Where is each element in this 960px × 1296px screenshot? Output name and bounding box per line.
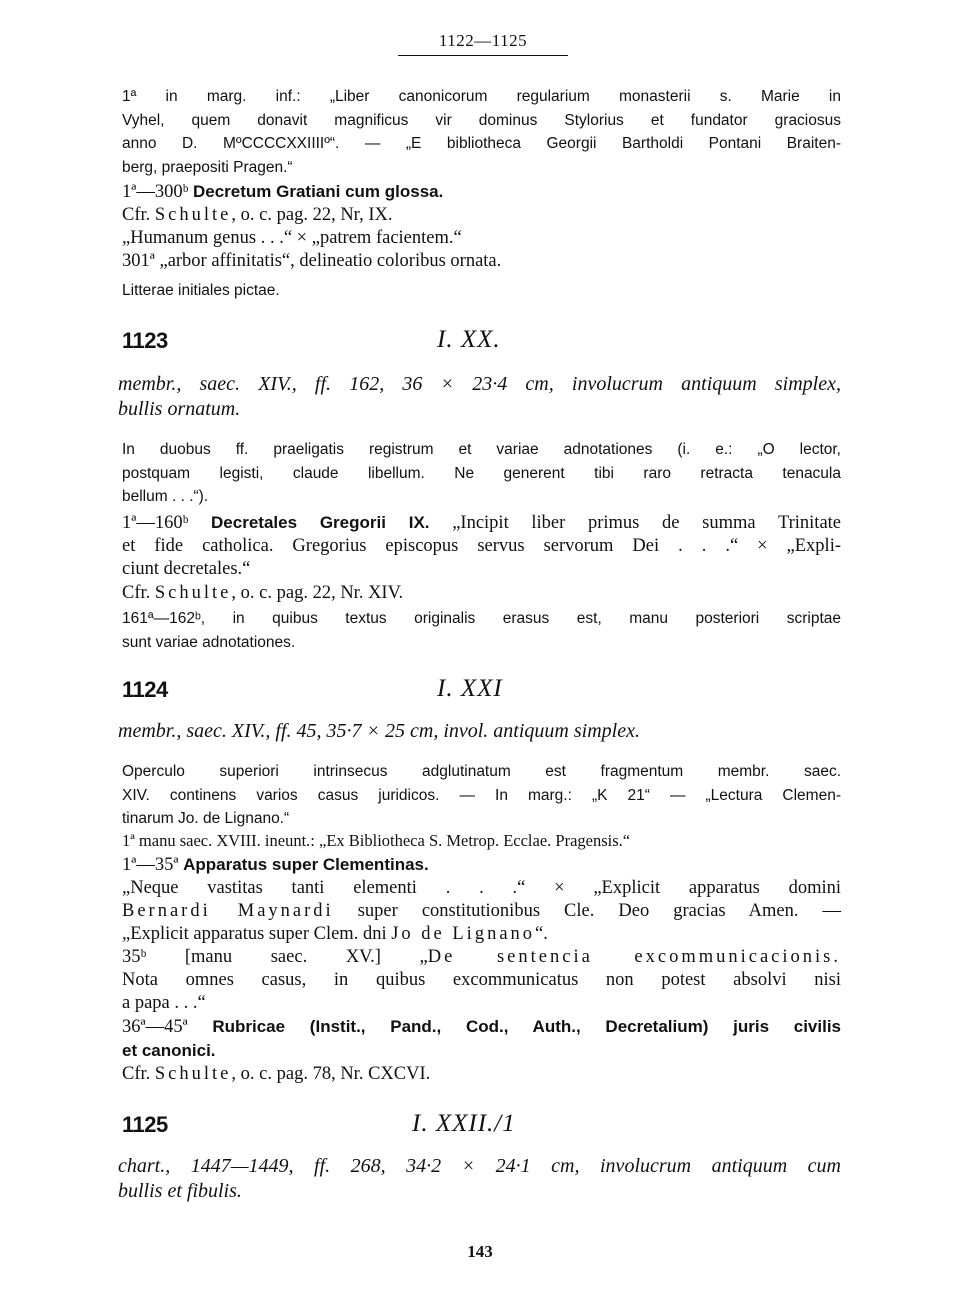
content-line: Bernardi Maynardi super constitutionibus Cle. Deo gracias Amen. — [122,901,842,921]
description-line: membr., saec. XIV., ff. 162, 36 × 23·4 cm, involucrum antiquum simplex, [118,373,841,395]
entry-signature-1125: I. XXII./1 [412,1110,516,1137]
spaced-title: De sentencia excommunicacionis. [427,947,842,967]
note-line: Operculo superiori intrinsecus adglutinatum est fragmentum membr. saec. [122,763,841,780]
content-heading [122,180,841,204]
description-1123 [118,372,841,422]
content-title: Decretum Gratiani cum glossa. [192,182,444,201]
content-line: et fide catholica. Gregorius episcopus servus servorum Dei . . .“ × „Expli- [122,536,841,556]
note-block-1124 [122,760,841,831]
note-block-1122 [122,85,841,179]
description-line: membr., saec. XIV., ff. 45, 35·7 × 25 cm, invol. antiquum simplex. [118,720,640,742]
page-number: 143 [467,1242,493,1261]
content-block-1124 [122,853,841,1086]
incipit-line: „Humanum genus . . .“ × „patrem facientem.“ [122,228,462,248]
content-title: Rubricae (Instit., Pand., Cod., Auth., Decretalium) juris civilis [212,1017,841,1036]
description-line: bullis ornatum. [118,398,241,420]
reference-line: Cfr. Schulte, o. c. pag. 78, Nr. CXCVI. [122,1063,431,1084]
reference-line: Cfr. Schulte, o. c. pag. 22, Nr. XIV. [122,583,404,603]
description-1125 [118,1154,841,1204]
content-line: „Neque vastitas tanti elementi . . .“ × „Explicit apparatus domini [122,878,841,898]
entry-signature-1124: I. XXI [437,675,503,702]
content-heading: 36ª—45ª Rubricae (Instit., Pand., Cod., Auth., Decretalium) juris civilis [122,1017,841,1037]
note-line: postquam legisti, claude libellum. Ne generent tibi raro retracta tenacula [122,464,841,482]
content-title: Decretales Gregorii IX. [211,513,430,532]
note-line: In duobus ff. praeligatis registrum et variae adnotationes (i. e.: „O lector, [122,441,841,458]
person-name: Jo de Lignano [391,924,536,944]
content-line: Nota omnes casus, in quibus excommunicatus non potest absolvi nisi [122,970,841,990]
entry-number-1125: 1125 [122,1112,168,1137]
reference-line: Cfr. Schulte, o. c. pag. 22, Nr, IX. [122,205,393,225]
entry-number-1124: 1124 [122,677,168,702]
description-line: bullis et fibulis. [118,1180,242,1202]
entry-number-1123: 1123 [122,328,168,353]
description-line: chart., 1447—1449, ff. 268, 34·2 × 24·1 cm, involucrum antiquum cum [118,1155,841,1177]
entry-signature-1123: I. XX. [437,326,501,353]
content-line: 35ᵇ [manu saec. XV.] „De sentencia excommunicacionis. [122,947,842,967]
note-block-1123 [122,438,841,509]
note-line: tinarum Jo. de Lignano.“ [122,810,290,827]
content-title: Apparatus super Clementinas. [183,855,429,874]
note-line: anno D. MºCCCCXXIIIIº“. — „E bibliotheca Georgii Bartholdi Pontani Braiten- [122,135,841,152]
person-name: Bernardi Maynardi [122,901,334,921]
content-block-1122 [122,180,841,273]
note-line: 1ª in marg. inf.: „Liber canonicorum regularium monasterii s. Marie in [122,88,841,105]
running-head: 1122—1125 [398,31,568,56]
ex-libris-note-1124: 1ª manu saec. XVIII. ineunt.: „Ex Bibliotheca S. Metrop. Ecclae. Pragensis.“ [122,831,631,850]
content-heading: 1ª—35ª Apparatus super Clementinas. [122,855,429,875]
content-title: et canonici. [122,1041,216,1060]
note-line: 161ª—162ᵇ, in quibus textus originalis erasus est, manu posteriori scriptae [122,610,841,627]
content-line: „Explicit apparatus super Clem. dni Jo de Lignano“. [122,924,548,944]
note-line: berg, praepositi Pragen.“ [122,158,293,176]
note-line: bellum . . .“). [122,488,209,505]
arbor-line: 301ª „arbor affinitatis“, delineatio coloribus ornata. [122,251,502,271]
description-1124 [118,719,841,744]
folio-range: 1ª—300ᵇ [122,182,189,202]
note-line: Vyhel, quem donavit magnificus vir dominus Stylorius et fundator graciosus [122,111,841,129]
content-block-1123 [122,511,841,605]
initials-note: Litterae initiales pictae. [122,282,280,299]
note-line: XIV. continens varios casus juridicos. — In marg.: „K 21“ — „Lectura Clemen- [122,786,841,804]
content-heading: 1ª—160ᵇ Decretales Gregorii IX. „Incipit liber primus de summa Trinitate [122,513,842,533]
note-line: sunt variae adnotationes. [122,633,296,651]
content-line: a papa . . .“ [122,993,206,1013]
reference-author: Schulte [154,205,232,225]
tail-note-1123 [122,607,841,654]
reference-author: Schulte [154,583,232,603]
content-line: ciunt decretales.“ [122,559,251,579]
reference-author: Schulte [154,1063,232,1084]
